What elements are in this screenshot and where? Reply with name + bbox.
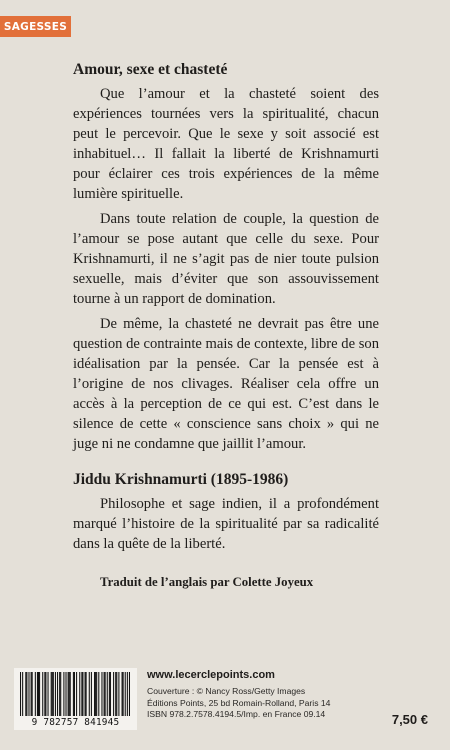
author-heading: Jiddu Krishnamurti (1895-1986) [73,471,289,488]
barcode-bars-icon [20,672,131,716]
summary-paragraph-2: Dans toute relation de couple, la question de l’amour se pose autant que celle du sexe. Pour Krishnamurti, il ne s’agit pas de nier toute pulsion sexuelle, mais d’éviter que son assouvissement tourne à un rapport de domination. [73,211,379,307]
publisher-url[interactable]: www.lecerclepoints.com [147,669,275,681]
translator-credit: Traduit de l’anglais par Colette Joyeux [100,575,314,589]
collection-badge: SAGESSES [0,16,71,37]
author-bio: Philosophe et sage indien, il a profondément marqué l’histoire de la spiritualité par sa radicalité dans la quête de la liberté. [73,496,379,552]
footer [0,666,450,750]
price: 7,50 € [391,712,428,727]
isbn-barcode [14,668,137,730]
summary-paragraph-3: De même, la chasteté ne devrait pas être une question de contrainte mais de contexte, libre de son idéalisation par la pensée. Car la pensée est à l’origine de nos clivages. Réaliser cela offre un accès à la perception de ce qui est. C’est dans le silence de cette « conscience sans choix » qui ne juge ni ne condamne que jaillit l’amour. [73,316,379,452]
publisher-details [147,686,330,721]
barcode-number: 9 782757 841945 [31,717,120,728]
back-cover-text [73,60,379,590]
summary-heading: Amour, sexe et chasteté [73,61,228,78]
publisher-address: Éditions Points, 25 bd Romain-Rolland, Paris 14 [147,697,331,708]
cover-credit: Couverture : © Nancy Ross/Getty Images [147,686,306,696]
summary-paragraph-1: Que l’amour et la chasteté soient des expériences tournées vers la spiritualité, chacun peut le percevoir. Que le sexe y soit associé est inhabituel… Il fallait la liberté de Krishnamurti pour éclairer ces trois expériences de la même lumière spirituelle. [73,86,379,202]
isbn-line: ISBN 978.2.7578.4194.5/Imp. en France 09.14 [147,709,326,719]
